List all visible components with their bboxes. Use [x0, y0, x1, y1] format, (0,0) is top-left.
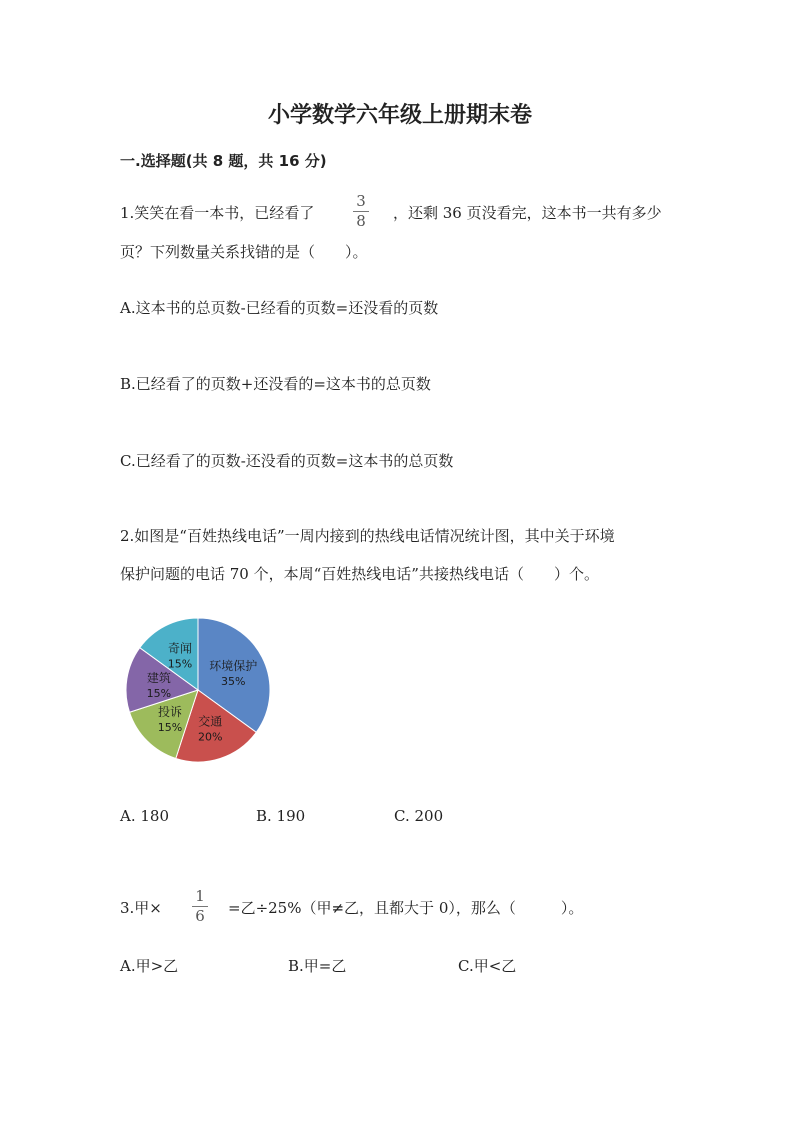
question-1-option-c[interactable]: C.已经看了的页数-还没看的页数=这本书的总页数 [120, 452, 454, 470]
question-3-text-end: =乙÷25%（甲≠乙，且都大于 0），那么（ ）。 [228, 899, 584, 917]
question-1-text-start: 1.笑笑在看一本书，已经看了 [120, 204, 315, 222]
question-2-text-line2: 保护问题的电话 70 个，本周“百姓热线电话”共接热线电话（ ）个。 [120, 565, 599, 583]
question-1-option-a[interactable]: A.这本书的总页数-已经看的页数=还没看的页数 [120, 299, 439, 317]
page-title: 小学数学六年级上册期末卷 [267, 103, 532, 128]
pie-slice-label: 交通 [198, 714, 223, 729]
question-3-option-a[interactable]: A.甲>乙 [120, 957, 179, 975]
fraction-numerator: 1 [195, 887, 205, 905]
fraction-denominator: 6 [195, 907, 205, 925]
pie-slice-label: 奇闻 [168, 641, 193, 656]
question-2-option-a[interactable]: A. 180 [120, 807, 169, 825]
question-1-option-b[interactable]: B.已经看了的页数+还没看的=这本书的总页数 [120, 375, 431, 393]
pie-slice-label: 环境保护 [209, 659, 258, 674]
question-1-fraction [351, 193, 371, 230]
pie-slice-value: 15% [157, 721, 183, 735]
pie-slice-label: 投诉 [157, 705, 183, 720]
pie-chart [118, 610, 278, 770]
question-3-fraction [190, 888, 210, 925]
question-3-option-b[interactable]: B.甲=乙 [288, 957, 347, 975]
pie-slice-value: 35% [221, 675, 246, 689]
question-3-text-start: 3.甲× [120, 899, 162, 917]
question-3-option-c[interactable]: C.甲<乙 [458, 957, 517, 975]
section-heading: 一.选择题(共 8 题，共 16 分) [120, 152, 327, 170]
pie-slice-label: 建筑 [146, 670, 171, 685]
pie-slice-value: 15% [167, 657, 193, 671]
pie-slice-value: 20% [198, 730, 223, 744]
fraction-denominator: 8 [356, 212, 366, 230]
question-2-option-c[interactable]: C. 200 [394, 807, 444, 825]
question-1-text-end: ，还剩 36 页没看完，这本书一共有多少 [393, 204, 662, 222]
question-2-option-b[interactable]: B. 190 [256, 807, 306, 825]
fraction-numerator: 3 [356, 192, 366, 210]
question-2-text-line1: 2.如图是“百姓热线电话”一周内接到的热线电话情况统计图，其中关于环境 [120, 527, 615, 545]
question-1-text-line2: 页？下列数量关系找错的是（ ）。 [120, 243, 368, 261]
pie-slice-value: 15% [146, 686, 172, 700]
